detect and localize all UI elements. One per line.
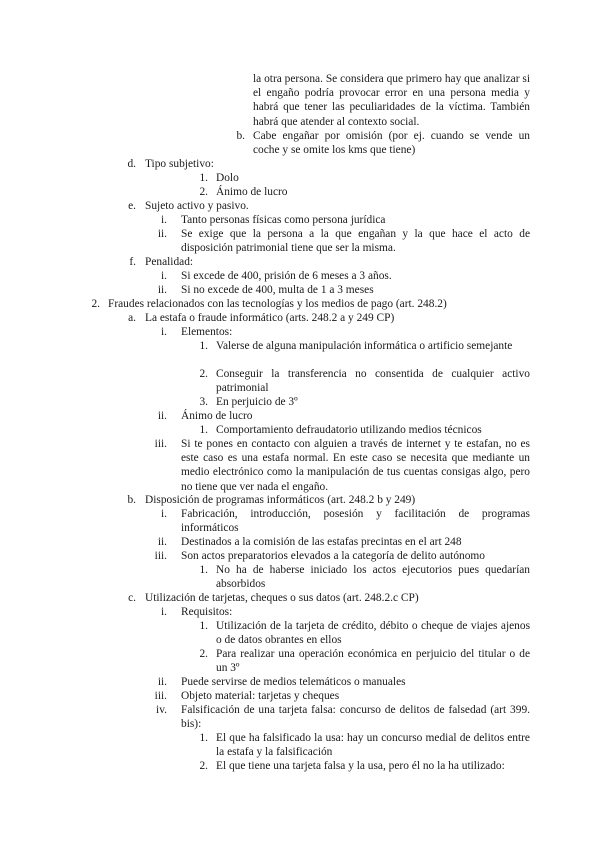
item-text: Disposición de programas informáticos (art. 248.2 b y 249)	[145, 494, 416, 506]
item-text: El que tiene una tarjeta falsa y la usa, pero él no la ha utilizado:	[216, 760, 505, 772]
item-text: Sujeto activo y pasivo.	[145, 200, 249, 212]
item-text: Comportamiento defraudatorio utilizando medios técnicos	[216, 424, 482, 436]
item-marker: f.	[129, 256, 136, 268]
item-text: Utilización de la tarjeta de crédito, débito o cheque de viajes ajenos o de datos obrantes en ellos	[216, 620, 530, 647]
item-marker: iv.	[156, 704, 167, 716]
item-text: Dolo	[216, 172, 239, 184]
item-text: Si excede de 400, prisión de 6 meses a 3 años.	[181, 270, 392, 282]
item-marker: 2.	[199, 760, 208, 772]
item-text: Tanto personas físicas como persona jurídica	[181, 214, 386, 226]
item-text: Falsificación de una tarjeta falsa: concurso de delitos de falsedad (art 399. bis):	[181, 704, 530, 731]
item-text: La estafa o fraude informático (arts. 248.2 a y 249 CP)	[145, 312, 395, 324]
item-text: Destinados a la comisión de las estafas precintas en el art 248	[181, 536, 462, 548]
item-marker: 1.	[199, 564, 208, 576]
item-marker: b.	[127, 494, 136, 506]
item-text: Si te pones en contacto con alguien a través de internet y te estafan, no es este caso es una estafa normal. En este caso se necesita que mediante un medio electrónico como la manipulación de tus cuentas consigas algo, pero no tiene que ver nada el engaño.	[181, 438, 530, 493]
item-marker: e.	[128, 200, 136, 212]
item-marker: 2.	[199, 186, 208, 198]
item-marker: 3.	[199, 396, 208, 408]
item-marker: 1.	[199, 732, 208, 744]
item-marker: 2.	[91, 298, 100, 310]
item-marker: ii.	[157, 228, 167, 240]
item-marker: b.	[236, 130, 245, 142]
item-marker: c.	[128, 592, 136, 604]
item-text: Si no excede de 400, multa de 1 a 3 meses	[181, 284, 374, 296]
item-text: Valerse de alguna manipulación informática o artificio semejante	[216, 340, 513, 352]
item-text: Objeto material: tarjetas y cheques	[181, 690, 340, 702]
item-text: Conseguir la transferencia no consentida de cualquier activo patrimonial	[216, 368, 530, 395]
item-text: Para realizar una operación económica en perjuicio del titular o de un 3º	[216, 648, 530, 675]
item-marker: i.	[160, 214, 167, 226]
item-marker: ii.	[157, 676, 167, 688]
item-text: Fraudes relacionados con las tecnologías y los medios de pago (art. 248.2)	[108, 298, 447, 310]
item-text: Ánimo de lucro	[181, 410, 253, 422]
item-marker: iii.	[154, 438, 167, 450]
item-marker: a.	[128, 312, 136, 324]
item-text: Cabe engañar por omisión (por ej. cuando se vende un coche y se omite los kms que tiene)	[253, 130, 530, 157]
item-marker: i.	[160, 270, 167, 282]
item-marker: ii.	[157, 410, 167, 422]
item-marker: 1.	[199, 340, 208, 352]
item-marker: i.	[160, 606, 167, 618]
item-text: Ánimo de lucro	[216, 186, 288, 198]
item-text: la otra persona. Se considera que primero hay que analizar si el engaño podría provocar error en una persona media y habrá que tener las peculiaridades de la víctima. También habrá que atender al contexto social.	[253, 73, 530, 128]
item-marker: d.	[127, 158, 136, 170]
item-marker: 1.	[199, 620, 208, 632]
item-marker: iii.	[154, 690, 167, 702]
item-text: El que ha falsificado la usa: hay un concurso medial de delitos entre la estafa y la falsificación	[216, 732, 530, 759]
item-marker: i.	[160, 326, 167, 338]
item-text: Requisitos:	[181, 606, 233, 618]
item-marker: 1.	[199, 172, 208, 184]
item-marker: i.	[160, 508, 167, 520]
item-marker: 2.	[199, 648, 208, 660]
item-text: Elementos:	[181, 326, 233, 338]
item-text: Fabricación, introducción, posesión y facilitación de programas informáticos	[181, 508, 530, 535]
item-text: Puede servirse de medios telemáticos o manuales	[181, 676, 406, 688]
item-marker: 2.	[199, 368, 208, 380]
item-text: Se exige que la persona a la que engañan y la que hace el acto de disposición patrimonial tiene que ser la misma.	[181, 228, 530, 255]
item-text: Penalidad:	[145, 256, 194, 268]
item-text: En perjuicio de 3º	[216, 396, 298, 408]
item-text: No ha de haberse iniciado los actos ejecutorios pues quedarían absorbidos	[216, 564, 530, 591]
item-marker: 1.	[199, 424, 208, 436]
item-text: Tipo subjetivo:	[145, 158, 214, 170]
item-marker: ii.	[157, 284, 167, 296]
item-text: Utilización de tarjetas, cheques o sus datos (art. 248.2.c CP)	[145, 592, 419, 604]
item-marker: ii.	[157, 536, 167, 548]
item-marker: iii.	[154, 550, 167, 562]
item-text: Son actos preparatorios elevados a la categoría de delito autónomo	[181, 550, 485, 562]
